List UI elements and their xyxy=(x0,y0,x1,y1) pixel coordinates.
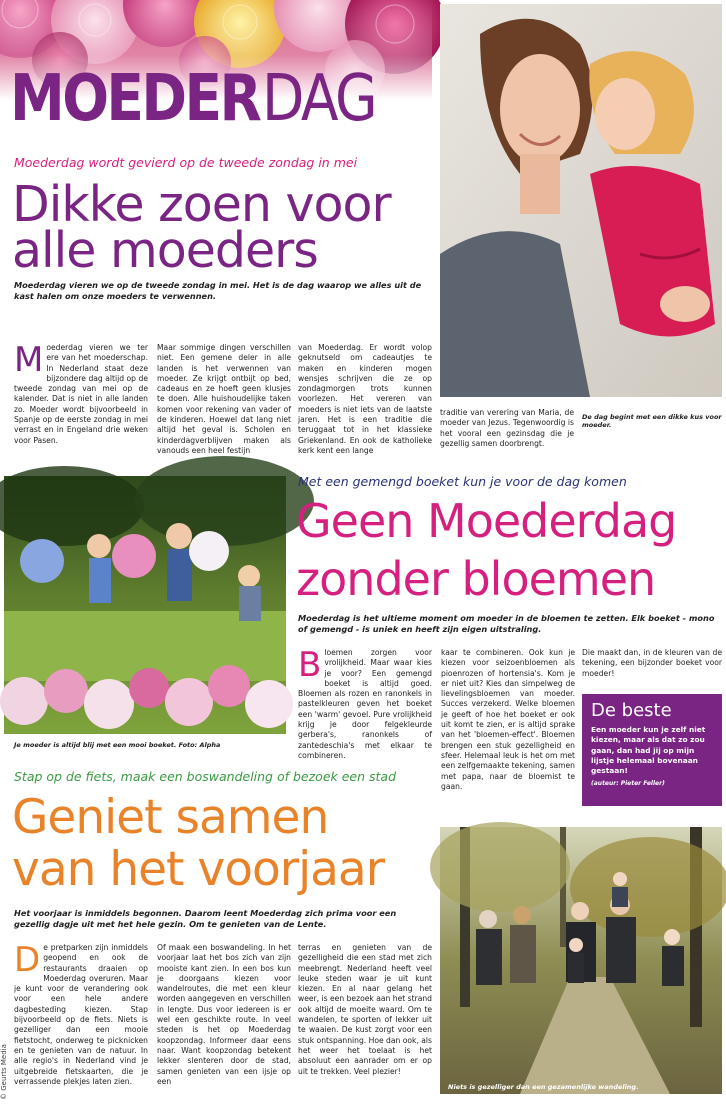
children-flowers-photo xyxy=(4,476,286,734)
article3-kicker: Stap op de fiets, maak een boswandeling of bezoek een stad xyxy=(14,769,397,784)
article2-kicker: Met een gemengd boeket kun je voor de dag komen xyxy=(298,474,627,489)
article1-drop-cap: M xyxy=(14,340,44,380)
quote-box-title: De beste xyxy=(591,700,672,721)
article1-headline-line2: alle moeders xyxy=(12,222,318,279)
article2-col1-text: loemen zorgen voor vrolijkheid. Maar waar kies je voor? Een gemengd boeket is altijd goed. Bloemen als rozen en ranonkels in pastelkleuren geven het boeket een 'warm' gevoel. Pure vrolijkheid krijg je door felgekleurde gerbera's, ranonkels of zantedeschia's met elkaar te combineren. xyxy=(298,648,432,760)
family-walk-photo xyxy=(440,827,722,1094)
article3-drop-cap: D xyxy=(14,940,41,980)
masthead-title-light: DAG xyxy=(261,62,375,136)
article1-headline-line1: Dikke zoen voor xyxy=(12,176,391,233)
quote-box-author: (auteur: Pieter Feller) xyxy=(591,780,665,787)
article2-headline-line1: Geen Moederdag xyxy=(296,494,677,548)
article2-col3: Die maakt dan, in de kleuren van de tekening, een bijzonder boeket voor moeder! xyxy=(582,648,722,678)
quote-box xyxy=(582,694,722,806)
article2-photo-caption: Je moeder is altijd blij met een mooi boeket. Foto: Alpha xyxy=(14,741,221,749)
article2-drop-cap: B xyxy=(298,645,322,685)
mother-kiss-photo xyxy=(440,4,722,397)
article1-col2: Maar sommige dingen verschillen niet. Een gemene deler in alle landen is het verwennen van moeder. Ze krijgt ontbijt op bed, cadeaus en ze hoeft geen klusjes te doen. Alle huishoudelijke taken komen voor rekening van vader of de kinderen. Hoewel dat lang niet altijd het geval is. Scholen en kinderdagverblijven maken als vanouds een heel festijn xyxy=(157,343,291,455)
article3-headline-line1: Geniet samen xyxy=(12,790,329,845)
quote-box-text: Een moeder kun je zelf niet kiezen, maar als dat zo zou gaan, dan had jij op mijn lijstje helemaal bovenaan gestaan! xyxy=(591,725,706,776)
article1-intro: Moederdag vieren we op de tweede zondag in mei. Het is de dag waarop we alles uit de kast halen om onze moeders te verwennen. xyxy=(14,280,422,301)
article2-col2: kaar te combineren. Ook kun je kiezen voor seizoenbloemen als pioenrozen of hortensia's. Kom je er niet uit? Kies dan simpelweg de lievelingsbloemen van moeder. Succes verzekerd. Welke bloemen je geeft of hoe het boeket er ook uit komt te zien, er is altijd sprake van het 'bloemen-effect'. Bloemen brengen een stuk gezelligheid en sfeer. Helemaal leuk is het om met een zelfgemaakte tekening, samen met papa, naar de bloemist te gaan. xyxy=(441,648,575,791)
article3-intro: Het voorjaar is inmiddels begonnen. Daarom leent Moederdag zich prima voor een gezellig dagje uit met het hele gezin. Om te genieten van de Lente. xyxy=(14,908,397,929)
article3-col1 xyxy=(14,940,148,1087)
article3-col3: terras en genieten van de gezelligheid die een stad met zich meebrengt. Nederland heeft veel leuke steden waar je uit kunt kiezen. En al naar gelang het weer, is een bezoek aan het strand ook altijd de moeite waard. Om te wandelen, te sporten of lekker uit te waaien. De kust zorgt voor een stuk ontspanning. Hoe dan ook, als het weer het toelaat is het absoluut een aanrader om er op uit te trekken. Veel plezier! xyxy=(298,943,432,1076)
article1-col1 xyxy=(14,340,148,446)
article3-photo-caption: Niets is gezelliger dan een gezamenlijke wandeling. xyxy=(448,1083,639,1091)
article1-col1-text: oederdag vieren we ter ere van het moederschap. In Nederland staat deze bijzondere dag altijd op de tweede zondag van mei op de kalender. Dat is niet in alle landen zo. Moeder wordt bijvoorbeeld in Spanje op de eerste zondag in mei verrast en in Engeland drie weken voor Pasen. xyxy=(14,343,148,445)
article1-kicker: Moederdag wordt gevierd op de tweede zondag in mei xyxy=(14,155,358,170)
article1-col3: van Moederdag. Er wordt volop geknutseld om cadeautjes te maken en kinderen mogen wensjes schrijven die ze op zondagmorgen trots kunnen voorlezen. Het vereren van moeders is niet iets van de laatste jaren. Het is een traditie die teruggaat tot in het klassieke Griekenland. En ook de katholieke kerk kent een lange xyxy=(298,343,432,455)
article1-col4: traditie van verering van Maria, de moeder van Jezus. Tegenwoordig is het vooral een gezinsdag die je gezellig samen doorbrengt. xyxy=(440,408,574,448)
masthead-title xyxy=(10,62,393,142)
credit-text: © Geurts Media xyxy=(0,1044,8,1100)
article2-headline-line2: zonder bloemen xyxy=(296,552,656,606)
article2-intro: Moederdag is het ultieme moment om moeder in de bloemen te zetten. Elk boeket - mono of gemengd - is uniek en heeft zijn eigen uitstraling. xyxy=(298,613,715,634)
article3-col2: Of maak een boswandeling. In het voorjaar laat het bos zich van zijn mooiste kant zien. In een bos kun je doorgaans kiezen voor wandelroutes, die met een kleur worden aangegeven en verschillen in lengte. Dus voor iedereen is er wel een geschikte route. In veel steden is het op Moederdag koopzondag. Informeer daar eens naar. Want koopzondag betekent lekker slenteren door de stad, samen genieten van een ijsje op een xyxy=(157,943,291,1086)
article1-photo-caption: De dag begint met een dikke kus voor moeder. xyxy=(582,413,722,430)
masthead-title-bold: MOEDER xyxy=(10,62,260,136)
article3-col1-text: e pretparken zijn inmiddels geopend en ook de restaurants draaien op Moederdag overuren. Maar je kunt voor de verandering ook voor een hele andere dagbesteding kiezen. Stap bijvoorbeeld op de fiets. Niets is gezelliger dan een mooie fietstocht, onderweg te picknicken en te genieten van de natuur. In alle regio's in Nederland vind je uitgebreide fietskaarten, die je verrassende plekjes laten zien. xyxy=(14,943,148,1086)
article2-col1 xyxy=(298,645,432,760)
article3-headline-line2: van het voorjaar xyxy=(12,842,385,897)
